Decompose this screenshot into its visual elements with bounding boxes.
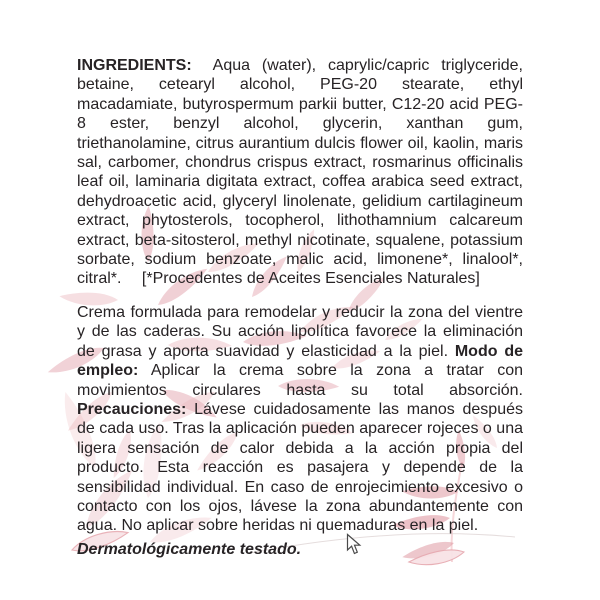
label-text-block — [77, 56, 523, 559]
dermatologically-tested-text: Dermatológicamente testado. — [77, 540, 302, 558]
ingredients-paragraph — [77, 56, 523, 289]
ingredients-heading: INGREDIENTS: — [77, 57, 192, 74]
usage-heading: Modo de empleo: — [77, 342, 523, 380]
description-paragraph — [77, 303, 523, 536]
precautions-text: Lávese cuidadosamente las manos después de cada uso. Tras la aplicación pueden aparecer rojeces o una ligera sensación de calor debida a la acción propia del producto. Esta reacción es pasajera y depende de la sensibilidad individual. En caso de enrojecimiento excesivo o contacto con los ojos, lávese la zona abundantemente con agua. No aplicar sobre heridas ni quemaduras en la piel. — [77, 400, 523, 535]
ingredients-list: Aqua (water), caprylic/capric triglyceride, betaine, cetearyl alcohol, PEG-20 stearate, ethyl macadamiate, butyrospermum parkii butter, C12-20 acid PEG-8 ester, benzyl alcohol, glycerin, xanthan gum, triethanolamine, citrus aurantium dulcis flower oil, kaolin, maris sal, carbomer, chondrus crispus extract, rosmarinus officinalis leaf oil, laminaria digitata extract, coffea arabica seed extract, dehydroacetic acid, glyceryl linolenate, gelidium cartilagineum extract, phytosterols, tocopherol, lithothamnium calcareum extract, beta-sitosterol, methyl nicotinate, squalene, potassium sorbate, sodium benzoate, malic acid, limonene*, linalool*, citral*. — [77, 57, 523, 288]
precautions-heading: Precauciones: — [77, 400, 187, 418]
usage-text: Aplicar la crema sobre la zona a tratar con movimientos circulares hasta su total absorción. — [77, 362, 523, 399]
mouse-cursor-icon — [346, 533, 363, 556]
description-intro: Crema formulada para remodelar y reducir la zona del vientre y de las caderas. Su acción lipolítica favorece la eliminación de grasa y aporta suavidad y elasticidad a la piel. — [77, 303, 523, 360]
essential-oils-note: [*Procedentes de Aceites Esenciales Naturales] — [141, 270, 480, 288]
